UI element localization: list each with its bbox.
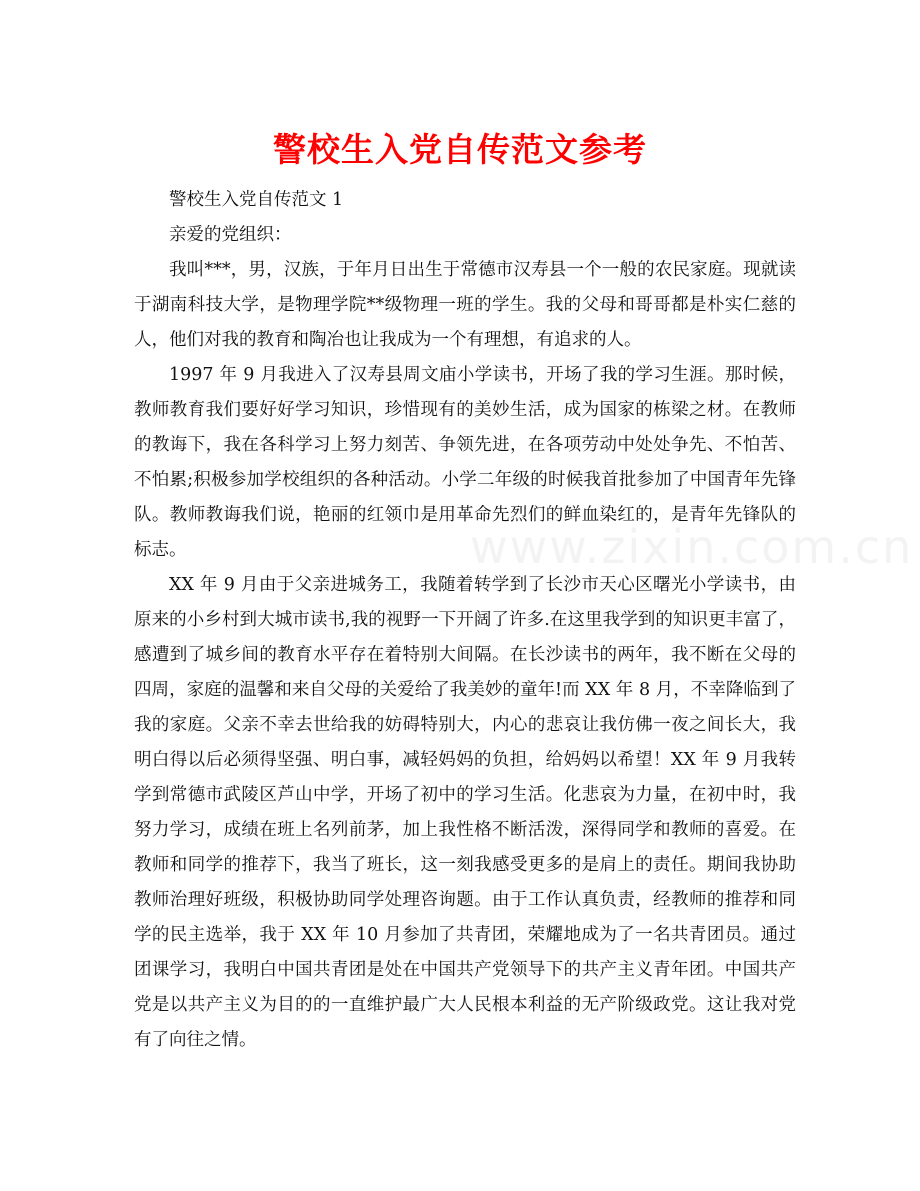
document-title: 警校生入党自传范文参考 — [273, 130, 647, 169]
watermark: www.zixin.com.cn — [470, 520, 914, 574]
document-body — [134, 183, 796, 1058]
section-heading: 警校生入党自传范文 1 — [169, 190, 344, 210]
salutation: 亲爱的党组织： — [169, 225, 292, 245]
paragraph: 我叫***，男，汉族，于年月日出生于常德市汉寿县一个一般的农民家庭。现就读于湖南科技大学，是物理学院**级物理一班的学生。我的父母和哥哥都是朴实仁慈的人，他们对我的教育和陶冶也让我成为一个有理想，有追求的人。 — [134, 260, 796, 350]
paragraph: XX 年 9 月由于父亲进城务工，我随着转学到了长沙市天心区曙光小学读书，由原来的小乡村到大城市读书,我的视野一下开阔了许多.在这里我学到的知识更丰富了，感遭到了城乡间的教育水平存在着特别大间隔。在长沙读书的两年，我不断在父母的四周，家庭的温馨和来自父母的关爱给了我美妙的童年!而 XX 年 8 月，不幸降临到了我的家庭。父亲不幸去世给我的妨碍特别大，内心的悲哀让我仿佛一夜之间长大，我明白得以后必须得坚强、明白事，减轻妈妈的负担，给妈妈以希望！XX 年 9 月我转学到常德市武陵区芦山中学，开场了初中的学习生活。化悲哀为力量，在初中时，我努力学习，成绩在班上名列前茅，加上我性格不断活泼，深得同学和教师的喜爱。在教师和同学的推荐下，我当了班长，这一刻我感受更多的是肩上的责任。期间我协助教师治理好班级，积极协助同学处理咨询题。由于工作认真负责，经教师的推荐和同学的民主选举，我于 XX 年 10 月参加了共青团，荣耀地成为了一名共青团员。通过团课学习，我明白中国共青团是处在中国共产党领导下的共产主义青年团。中国共产党是以共产主义为目的的一直维护最广大人民根本利益的无产阶级政党。这让我对党有了向往之情。 — [134, 575, 796, 1050]
paragraph: 1997 年 9 月我进入了汉寿县周文庙小学读书，开场了我的学习生涯。那时候，教师教育我们要好好学习知识，珍惜现有的美妙生活，成为国家的栋梁之材。在教师的教诲下，我在各科学习上努力刻苦、争领先进，在各项劳动中处处争先、不怕苦、不怕累;积极参加学校组织的各种活动。小学二年级的时候我首批参加了中国青年先锋队。教师教诲我们说，艳丽的红领巾是用革命先烈们的鲜血染红的，是青年先锋队的标志。 — [134, 365, 796, 560]
